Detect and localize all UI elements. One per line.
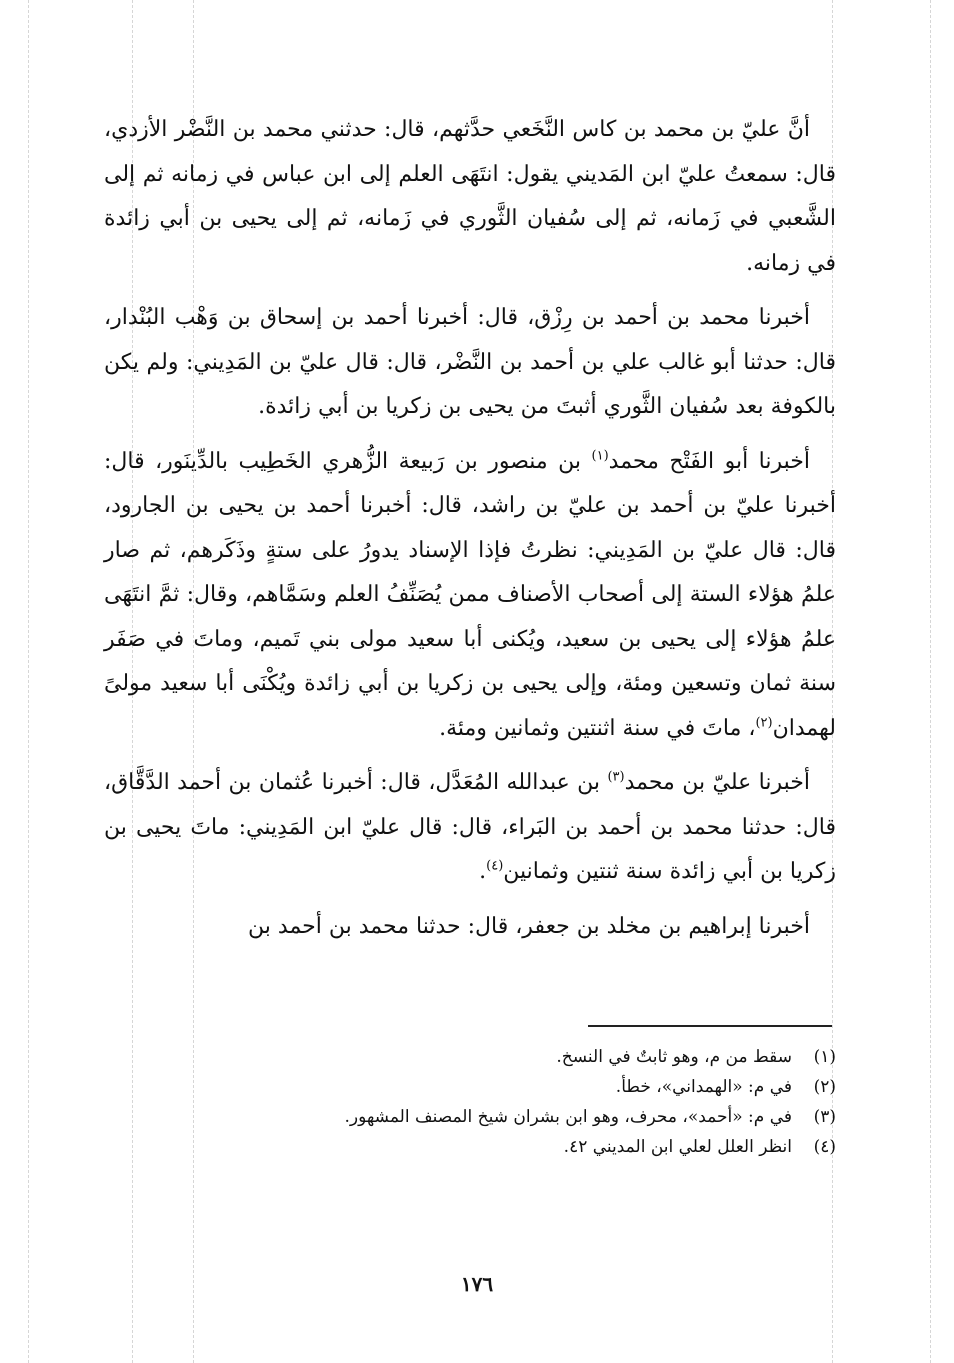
paragraph-text: بن عبدالله المُعَدَّل، قال: أخبرنا عُثمان بن أحمد الدَّقَّاق، قال: حدثنا محمد بن أحمد بن البَراء، قال: قال عليّ ابن المَدِيني: ماتَ يحيى بن زكريا بن أبي زائدة سنة ثنتين وثمانين: [104, 770, 836, 884]
paragraph-text: .: [479, 859, 487, 884]
scan-guide-line: [28, 0, 29, 1363]
paragraph: أنَّ عليّ بن محمد بن كاس النَّخَعي حدَّثهم، قال: حدثني محمد بن النَّضْر الأزدي، قال: سمعتُ عليّ ابن المَديني يقول: انتَهَى العلم إلى ابن عباس في زمانه ثم إلى الشَّعبي في زَمانه، ثم إلى سُفيان الثَّوري في زَمانه، ثم إلى يحيى بن أبي زائدة في زمانه.: [104, 117, 836, 276]
paragraph: أخبرنا إبراهيم بن مخلد بن جعفر، قال: حدثنا محمد بن أحمد بن: [248, 913, 810, 939]
footnote-number: (٣): [813, 1107, 836, 1127]
main-text: [104, 108, 836, 959]
footnote-text: انظر العلل لعلي ابن المديني ٤٢.: [563, 1137, 792, 1157]
footnote-text: سقط من م، وهو ثابتٌ في النسخ.: [556, 1047, 792, 1067]
footnote: [150, 1072, 836, 1102]
footnote-marker: (٣): [607, 769, 625, 785]
footnote: [150, 1102, 836, 1132]
paragraph: أخبرنا محمد بن أحمد بن رِزْق، قال: أخبرنا أحمد بن إسحاق بن وَهْب البُنْدار، قال: حدثنا أبو غالب علي بن أحمد بن النَّضْر، قال: قال عليّ بن المَدِيني: ولم يكن بالكوفة بعد سُفيان الثَّوري أثبتَ من يحيى بن زكريا بن أبي زائدة.: [104, 305, 836, 419]
scan-guide-line: [930, 0, 931, 1363]
page-number: ١٧٦: [460, 1272, 494, 1296]
footnote-marker: (١): [591, 448, 609, 464]
footnote-marker: (٤): [486, 858, 504, 874]
footnote-text: في م: «الهمداني»، خطأ.: [615, 1077, 792, 1097]
paragraph-text: بن منصور بن رَبيعة الزُّهري الخَطِيب بالدِّينَور، قال: أخبرنا عليّ بن أحمد بن عليّ بن راشد، قال: أخبرنا أحمد بن يحيى بن الجارود، قال: قال عليّ بن المَدِيني: نظرتُ فإذا الإسناد يدورُ على ستةٍ وذَكَرهم، ثم صار علمُ هؤلاء الستة إلى أصحاب الأصناف ممن يُصَنِّفُ العلم وسَمَّاهم، وقال: ثمَّ انتَهَى علمُ هؤلاء إلى يحيى بن سعيد، ويُكنى أبا سعيد مولى بني تَميم، وماتَ في صَفَر سنة ثمان وتسعين ومئة، وإلى يحيى بن زكريا بن أبي زائدة ويُكْنَى أبا سعيد مولىً لهمدان: [104, 448, 836, 741]
footnote-number: (٢): [813, 1077, 836, 1097]
paragraph-text: أخبرنا أبو الفَتْح محمد: [608, 448, 811, 474]
footnotes: [150, 1042, 836, 1162]
footnote-marker: (٢): [755, 715, 773, 731]
paragraph: [104, 761, 836, 895]
footnote-text: في م: «أحمد»، محرف، وهو ابن بشران شيخ المصنف المشهور.: [344, 1107, 792, 1127]
footnote-number: (١): [813, 1047, 836, 1067]
footnote-separator: [588, 1025, 832, 1027]
footnote: [150, 1132, 836, 1162]
paragraph: [104, 440, 836, 752]
paragraph-text: أخبرنا عليّ بن محمد: [624, 770, 810, 795]
footnote-number: (٤): [813, 1137, 836, 1157]
footnote: [150, 1042, 836, 1072]
paragraph-text: ، ماتَ في سنة اثنتين وثمانين ومئة.: [439, 715, 756, 741]
